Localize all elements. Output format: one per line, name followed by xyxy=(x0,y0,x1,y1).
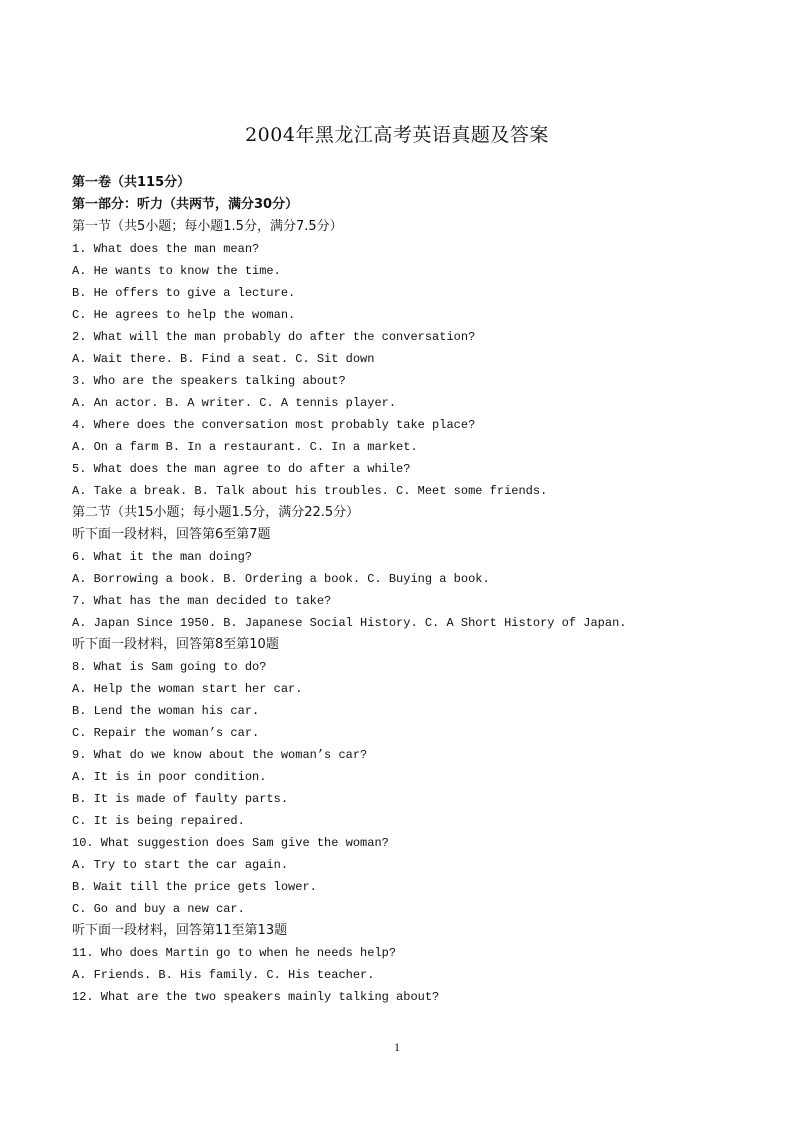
question-line: B. It is made of faulty parts. xyxy=(72,792,289,806)
question-line: 12. What are the two speakers mainly talking about? xyxy=(72,990,440,1004)
question-line: 10. What suggestion does Sam give the woman? xyxy=(72,836,389,850)
question-line: C. Go and buy a new car. xyxy=(72,902,245,916)
question-line: B. Wait till the price gets lower. xyxy=(72,880,317,894)
question-line: 6. What it the man doing? xyxy=(72,550,253,564)
question-line: A. Try to start the car again. xyxy=(72,858,289,872)
question-line: 8. What is Sam going to do? xyxy=(72,660,267,674)
section-instruction: 第一节（共5小题；每小题1.5分，满分7.5分） xyxy=(72,219,343,234)
question-line: A. Borrowing a book. B. Ordering a book. C. Buying a book. xyxy=(72,572,490,586)
section-instruction: 听下面一段材料，回答第11至第13题 xyxy=(72,923,288,938)
question-line: B. He offers to give a lecture. xyxy=(72,286,296,300)
question-line: A. An actor. B. A writer. C. A tennis player. xyxy=(72,396,397,410)
question-line: A. He wants to know the time. xyxy=(72,264,281,278)
section-instruction: 听下面一段材料，回答第8至第10题 xyxy=(72,637,279,652)
question-line: A. Japan Since 1950. B. Japanese Social History. C. A Short History of Japan. xyxy=(72,616,627,630)
question-line: 7. What has the man decided to take? xyxy=(72,594,332,608)
question-line: C. Repair the woman’s car. xyxy=(72,726,260,740)
question-line: C. He agrees to help the woman. xyxy=(72,308,296,322)
question-line: A. Friends. B. His family. C. His teacher. xyxy=(72,968,375,982)
question-line: 1. What does the man mean? xyxy=(72,242,260,256)
section-heading: 第一卷（共115分） xyxy=(72,175,191,190)
question-line: 9. What do we know about the woman’s car? xyxy=(72,748,368,762)
section-heading: 第一部分：听力（共两节，满分30分） xyxy=(72,197,299,212)
question-line: C. It is being repaired. xyxy=(72,814,245,828)
question-line: A. Take a break. B. Talk about his troubles. C. Meet some friends. xyxy=(72,484,548,498)
document-title: 2004年黑龙江高考英语真题及答案 xyxy=(245,124,549,146)
section-instruction: 听下面一段材料，回答第6至第7题 xyxy=(72,527,271,542)
question-line: A. It is in poor condition. xyxy=(72,770,267,784)
question-line: A. Wait there. B. Find a seat. C. Sit down xyxy=(72,352,375,366)
question-line: 2. What will the man probably do after the conversation? xyxy=(72,330,476,344)
question-line: 4. Where does the conversation most probably take place? xyxy=(72,418,476,432)
question-line: 5. What does the man agree to do after a while? xyxy=(72,462,411,476)
page-number: 1 xyxy=(394,1040,400,1054)
document-body xyxy=(72,172,732,1008)
question-line: A. Help the woman start her car. xyxy=(72,682,303,696)
section-instruction: 第二节（共15小题；每小题1.5分，满分22.5分） xyxy=(72,505,360,520)
question-line: A. On a farm B. In a restaurant. C. In a market. xyxy=(72,440,418,454)
question-line: 3. Who are the speakers talking about? xyxy=(72,374,346,388)
question-line: B. Lend the woman his car. xyxy=(72,704,260,718)
question-line: 11. Who does Martin go to when he needs help? xyxy=(72,946,397,960)
